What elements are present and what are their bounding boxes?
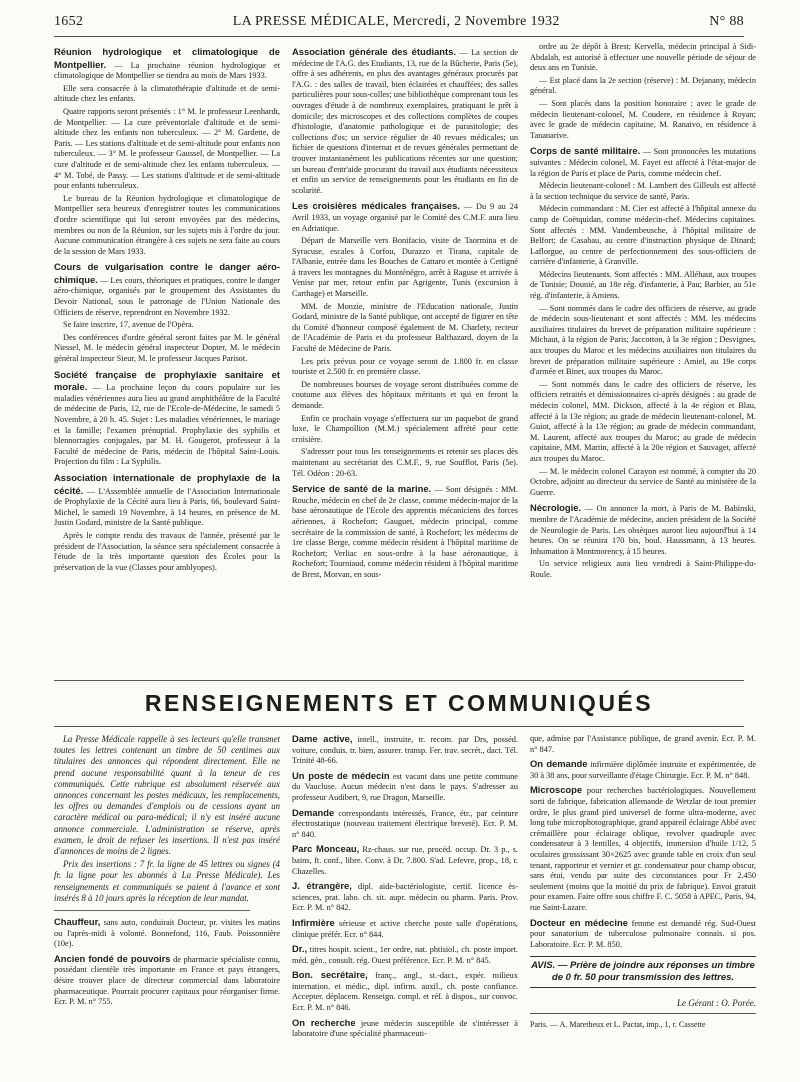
notice-paragraph: Prix des insertions : 7 fr. la ligne de 45 lettres ou signes (4 fr. la ligne pour les abonnés à La Presse Médicale). Les renseignements et communiqués se paient à l'avance et sont insérés 8 à 10 jours après la réception de leur mandat. <box>54 859 280 903</box>
ads-column-1 <box>54 734 280 1064</box>
classified-ad <box>292 881 518 914</box>
news-item-text: — La section de médecine de l'A.G. des Etudiants, 13, rue de la Bûcherie, Paris (5e), offre à ses adhérents, en plus des avantages généraux procurés par l'A.G. : des salles de travail, bien éclairées et chauffées; des salles particulières pour sous-colles; une bibliothèque comprenant tous les ouvrages d'étude à de nombreux exemplaires, pratiquant le prêt à domicile; des microscopes et des collections complètes de coupes d'histologie, d'anatomie pathologique et de parasitologie; des collections d'os; un service régulier de 40 revues médicales; un fichier de questions d'internat et de revues générales permettant de trouver instantanément les publications récentes sur une question; un bureau d'entr'aide procurant du travail aux étudiants nécessiteux et enfin un service de renseignements pour les étudiants en fin de scolarité. <box>292 48 518 195</box>
news-item-paragraph: Médecins lieutenants. Sont affectés : MM. Alléhaut, aux troupes de Tunisie; Dounié, au 18e rég. d'infanterie, à Pau; Barbier, au 51e rég. d'infanterie, à Amiens. <box>530 269 756 301</box>
classified-ad-title: Ancien fondé de pouvoirs <box>54 952 171 964</box>
news-heading <box>292 201 460 212</box>
classified-ad <box>530 759 756 781</box>
notice-box <box>54 734 280 904</box>
news-columns <box>54 42 756 674</box>
news-item-paragraph: Se faire inscrire, 17, avenue de l'Opéra. <box>63 320 194 330</box>
news-item-title: Corps de santé militaire. <box>530 145 641 157</box>
classified-ad-text: de pharmacie spécialiste connu, possédant clientèle très importante en France et pays étrangers, désire trouver place de directeur commercial dans laboratoire pharmaceutique. Pourrait procurer capitaux pour réorganiser firme. Ecr. P. M. n° 755. <box>54 954 280 1007</box>
ads-column-3 <box>530 734 756 1064</box>
news-item-title: Cours de vulgarisation contre le danger aéro-chimique. <box>54 261 280 285</box>
classified-ad-text: correspondants intéressés, France, étr., par ceinture électrostatique (nouveau traitement électrique breveté). Ecr. P. M. n° 840. <box>292 808 518 839</box>
news-item-paragraph: Après le compte rendu des travaux de l'année, présenté par le président de l'Association, la séance sera spécialement consacrée à l'étude de la très importante question des Écoles pour la préservation de la vue (Classes pour amblyopes). <box>54 530 280 572</box>
issue-date: Mercredi, 2 Novembre 1932 <box>392 14 560 29</box>
classified-ad <box>530 918 756 951</box>
classified-ad-title: J. étrangère, <box>292 880 352 892</box>
ads-column-2 <box>292 734 518 1064</box>
header-rule <box>54 36 744 37</box>
classified-ad <box>530 785 756 913</box>
news-item-paragraph: ordre au 2e dépôt à Brest; Kervella, médecin principal à Sidi-Abdalah, est autorisé à effectuer une nouvelle période de séjour de deux ans en Tunisie. <box>530 42 756 73</box>
news-item-paragraph: — Sont nommés dans le cadre des officiers de réserve, au grade de médecin sous-lieutenant et sont affectés : MM. les médecins auxiliaires titulaires du brevet de préparation militaire supérieure : Michaut, à la région de Paris; Jaccotton, à la 3e région ; Desvignes, aux troupes du Maroc et les médecins auxiliaires non titulaires du brevet de préparation militaire supérieure : Amiel, au 19e corps d'armée et Binet, aux troupes du Maroc. <box>530 303 756 377</box>
news-item-text: — Sont prononcées les mutations suivantes : Médecin colonel, M. Fayet est affecté à l'état-major de la région de Paris et place de Paris, comme médecin chef. <box>530 147 756 178</box>
classified-ad <box>292 944 518 966</box>
news-item-paragraph: Médecin commandant : M. Cier est affecté à l'hôpital annexe du camp de Coëtquidan, comme médecin-chef. Médecins capitaines. Sont affectés : MM. Vandembeusche, à l'hôpital militaire de Belfort; de Casabau, au centre d'instruction physique de Dinard; Laflorgue, au centre de perfectionnement des sous-officiers de carrière d'infanterie, à Granville. <box>530 204 756 267</box>
classified-ad-title: Chauffeur, <box>54 916 101 928</box>
news-heading <box>292 47 456 58</box>
classified-ad-text: franç., angl., st.-dact., expér. milieux internation. et médic., dipl. infirm. auxil., ch. poste confiance. Accepter. déplacem. Renseign. compl. et réf. à dispos., sur convoc. Ecr. P. M. n° 846. <box>292 971 518 1013</box>
classified-ad-title: Docteur en médecine <box>530 916 628 928</box>
section-rule-top <box>54 680 744 681</box>
news-item-text: — La prochaine réunion hydrologique et climatologique de Montpellier se tiendra au mois de Mars 1933. <box>54 60 280 81</box>
news-item-paragraph: Quatre rapports seront présentés : 1° M. le professeur Leenhardt, de Montpellier. — La cure préventoriale d'altitude et de semi-altitude chez les enfants non tuberculeux. — 2° M. Gardette, de Paris. — Les stations d'altitude et de semi-altitude pour enfants non tuberculeux. — 3° M. le professeur Gaussel, de Montpellier. — La cure d'altitude et de semi-altitude chez les enfants tuberculeux. — 4° M. Tobé, de Passy. — Les stations d'altitude et de semi-altitude pour enfants tuberculeux. <box>54 106 280 191</box>
news-item-paragraph: Les prix prévus pour ce voyage seront de 1.800 fr. en classe touriste et 2.500 fr. en première classe. <box>292 356 518 377</box>
classified-ad-title: Demande <box>292 806 335 818</box>
news-item <box>54 369 280 468</box>
section-rule-bottom <box>54 726 744 727</box>
classified-ad-title: Parc Monceau, <box>292 843 360 855</box>
classified-ad <box>292 808 518 841</box>
classified-ad-text: dipl. aide-bactériologiste, certif. licence ès-sciences, prat. labo. ch. sit. aupr. médecin ou pharm. Paris. Prov. Ecr. P. M. n° 842. <box>292 882 518 913</box>
news-item <box>54 472 280 529</box>
running-header <box>54 14 744 34</box>
classified-ad-title: Microscope <box>530 784 583 796</box>
issue-number: N° 88 <box>709 14 744 29</box>
classified-ad-title: Un poste de médecin <box>292 769 390 781</box>
classified-ad-paragraph: que, admise par l'Assistance publique, de grand avenir. Ecr. P. M. n° 847. <box>530 734 756 754</box>
news-item-paragraph: Elle sera consacrée à la climatothérapie d'altitude et de semi-altitude chez les enfants. <box>54 83 280 104</box>
journal-and-date <box>233 14 560 30</box>
news-item-title: Association générale des étudiants. <box>292 46 456 57</box>
news-item-paragraph: S'adresser pour tous les renseignements et retenir ses places dès maintenant au secrétariat des C.M.F., 9, rue Soufflot, Paris (5e). Tél. Odéon : 20-63. <box>292 447 518 478</box>
classified-ad-title: Dame active, <box>292 734 353 744</box>
news-item-paragraph: De nombreuses bourses de voyage seront distribuées comme de coutume aux élèves des hôpitaux méritants et qui en feront la demande. <box>292 379 518 410</box>
news-item <box>292 483 518 580</box>
classified-ad <box>292 970 518 1013</box>
journal-title: LA PRESSE MÉDICALE, <box>232 14 389 29</box>
page-number: 1652 <box>54 14 84 29</box>
news-heading <box>530 503 581 514</box>
classified-ad-text: jeune médecin susceptible de s'intéresser à laboratoire d'une spécialité pharmaceuti- <box>292 1018 518 1039</box>
classified-ad-text: intell., instruite, tr. recom. par Drs, posséd. voiture, conduis. tr. bien, assurer. transp. Fer. trav. secrét., dact. Tél. Trinité 48-66. <box>292 735 518 766</box>
classified-ad-title: On recherche <box>292 1016 356 1028</box>
classified-ad-text: sérieuse et active cherche poste salle d'opérations, clinique préfér. Ecr. n° 844. <box>292 918 518 939</box>
news-item-paragraph: Un service religieux aura lieu vendredi à Saint-Philippe-du-Roule. <box>530 559 756 579</box>
news-item-text: — Sont désignés : MM. Rouche, médecin en chef de 2e classe, comme médecin-major de la base aéronautique de l'Ecole des apprentis mécaniciens des forces aériennes, à Rochefort; Gauguet, médecin principal, comme secrétaire de la commission de santé, à Rochefort; les médecins de 1re classe Berge, comme médecin résident à l'hôpital maritime de Rochefort; Verliac en sous-ordre à la base aéronautique, à Rochefort; Tourniaud, comme médecin résident à l'hôpital maritime de Brest, Morvan, en sous- <box>292 485 518 579</box>
news-item-text: — L'Assemblée annuelle de l'Association Internationale de Prophylaxie de la Cécité aura lieu à Paris, 66, boulevard Saint-Michel, le samedi 19 Novembre, à 14 heures, en présence de M. Justin Godard, ministre de la Santé publique. <box>54 486 280 528</box>
gerant-line: Le Gérant : O. Porée. <box>530 998 756 1014</box>
news-heading <box>292 484 431 495</box>
classified-ad <box>54 954 280 1008</box>
news-item-paragraph: Départ de Marseille vers Bonifacio, visite de Taormina et de Syracuse, escales à Corfou, Durazzo et Tirana, capitale de l'Albanie, entrée dans les Bouches de Cattaro et montée à Cettigné à travers les montagnes du Monténégro, arrêt à Raguse et arrivée à Venise par mer, retour enfin par Agrigente, Tunis (excursion à Carthage) et Marseille. <box>292 236 518 299</box>
news-item-title: Service de santé de la marine. <box>292 483 432 495</box>
news-item-text: — Les cours, théoriques et pratiques, contre le danger aéro-chimique, organisés par le groupement des Assistantes du Devoir National, sous le patronage de l'Union Nationale des Officiers de réserve, reprendront en Novembre 1932. <box>54 275 280 317</box>
news-item-title: Les croisières médicales françaises. <box>292 200 460 212</box>
classified-ad-text: femme est demandé rég. Sud-Ouest pour sanatorium de tuberculose pulmonaire connais. si pos. Laboratoire. Ecr. P. M. 850. <box>530 918 756 949</box>
news-item-title: Nécrologie. <box>530 502 582 514</box>
news-item-text: — On annonce la mort, à Paris de M. Babinski, membre de l'Académie de médecine, ancien président de la Société de Neurologie de Paris. Les obsèques auront lieu aujourd'hui à 14 heures. On se réunira 170 bis, boul. Haussmann, à 13 heures. Inhumation à Montmorency, à 15 heures. <box>530 504 756 556</box>
news-item-paragraph: Médecin lieutenant-colonel : M. Lambert des Gilleuls est affecté à la section technique du service de santé, Paris. <box>530 181 756 201</box>
classified-ad-text: titres hospit. scient., 1er ordre, nat. phtisiol., ch. poste import. méd. gén., consult. rég. Ouest préférence. Ecr. P. M. n° 845. <box>292 945 518 965</box>
notice-rule <box>54 910 250 911</box>
classified-ad-text: pour recherches bactériologiques. Nouvellement sorti de fabrique, fabrication allemande de Wetzlar de tout premier ordre, le plus grand pied universel de forme ultra-moderne, avec long tube microphotographique, grand appareil éclairage Abbé avec crémaillère pour éclairage oblique, revolver quadruple avec condensateur à 3 lentilles, 4 objectifs, immersion d'huile 1/12, 5 oculaires grossissant 30×2625 avec grande table en croix d'un seul tenant, rapporteur et vernier et gr. condensateur pour champ obscur, sans étui, vendu par suite des circonstances pour Fr 2.450 seulement (moins que la moitié du prix de fabrique). Envoi gratuit pour examen. Faire offre sous chiffre F. C. 5058 à APEC, Paris, 94, rue Saint-Lazare. <box>530 786 756 912</box>
news-item <box>292 46 518 196</box>
news-column-3 <box>530 42 756 674</box>
classified-ad <box>54 917 280 950</box>
classified-ad-title: On demande <box>530 758 588 770</box>
classified-ad-text: est vacant dans une petite commune du Vaucluse. Aucun médecin n'est dans le pays. S'adresser au professeur Audibert, 9, rue Dragon, Marseille. <box>292 771 518 802</box>
classified-ad-text: infirmière diplômée instruite et expérimentée, de 30 à 38 ans, pour surveillante d'étage Chirurgie. Ecr. P. M. n° 848. <box>530 760 756 780</box>
news-item-title: Association internationale de prophylaxie de la cécité. <box>54 471 280 496</box>
news-item-paragraph: — Sont nommés dans le cadre des officiers de réserve, les officiers retraités et démissionnaires ci-après désignés : au grade de médecin colonel, MM. Dickson, affecté à la 4e région et Blau, affecté à la 13e région; au grade de médecin lieutenant-colonel, M. Guiot, affecté à la 13e région; au grade de médecin commandant, M. Laurent, affecté aux troupes du Maroc; au grade de médecin capitaine, MM. Martin, affecté à la 20e région et Sauvaget, affecté aux troupes du Maroc. <box>530 379 756 463</box>
news-item-paragraph: MM. de Monzie, ministre de l'Education nationale, Justin Godard, ministre de la Santé publique, ont accepté de figurer en tête du Comité d'honneur composé également de M. Charlety, recteur de l'Académie de Paris et du professeur Balthazard, doyen de la Faculté de Médecine de Paris. <box>292 301 519 354</box>
news-item <box>530 145 756 179</box>
notice-paragraph: La Presse Médicale rappelle à ses lecteurs qu'elle transmet toutes les lettres contenant un timbre de 50 centimes aux titulaires des annonces qui répondent directement. Elle ne prend aucune responsabilité quant à la teneur de ces communiqués. Cette rubrique est absolument réservée aux annonces concernant les postes médicaux, les remplacements, les offres ou demandes d'emplois ou de cessions ayant un caractère médical ou para-médical; il n'y est inséré aucune annonce commerciale. L'administration se réserve, après examen, le droit de refuser les insertions. Il n'est pas inséré d'annonces de moins de 2 lignes. <box>54 734 280 857</box>
section-title: RENSEIGNEMENTS ET COMMUNIQUÉS <box>144 690 654 716</box>
news-item-paragraph: Enfin ce prochain voyage s'effectuera sur un paquebot de grand luxe, le Champollion (M.M.) spécialement affrété pour cette croisière. <box>292 413 518 444</box>
classified-ad-text: Rz-chaus. sur rue, procéd. occup. Dr. 3 p., s. bains, ft. conf., libre. Conv. à Dr. 7.800. S'ad. Lefevre, prop., 18, r. Chazelles. <box>292 845 518 876</box>
classified-ad-title: Dr., <box>292 943 308 955</box>
news-item-text: — Du 9 au 24 Avril 1933, un voyage organisé par le Comité des C.M.F. aura lieu en Adriatique. <box>292 202 518 233</box>
classified-ad <box>292 734 518 767</box>
news-item-paragraph: — M. le médecin colonel Carayon est nommé, à compter du 20 Octobre, adjoint au directeur du service de Santé au ministère de la Guerre. <box>530 466 756 497</box>
classified-ad <box>292 771 518 804</box>
news-item-paragraph: Des conférences d'ordre général seront faites par M. le général Niessel, M. le médecin général inspecteur Dopter, M. le médecin général inspecteur Sieur, M. le professeur Jacques Parisot. <box>54 332 280 364</box>
news-item-title: Réunion hydrologique et climatologique de Montpellier. <box>54 46 280 70</box>
printer-line: Paris. — A. Maretheux et L. Pactat, imp., 1, r. Cassette <box>530 1019 706 1029</box>
ads-list-3 <box>530 734 756 950</box>
news-item-paragraph: — Est placé dans la 2e section (réserve) : M. Dejanany, médecin général. <box>530 75 756 96</box>
ads-list-1 <box>54 917 280 1008</box>
classified-ad <box>292 844 518 877</box>
ads-columns <box>54 734 756 1064</box>
news-item-paragraph: Le bureau de la Réunion hydrologique et climatologique de Montpellier sera heureux d'enregistrer toutes les communications d'ordre scientifique qui lui seront envoyées par des médecins, membres ou non de la Réunion, sur les sujets mis à l'ordre du jour. Aucune communication étrangère à ces sujets ne sera faite au cours de la session de Mars 1933. <box>54 193 280 256</box>
classified-ad-title: Infirmière <box>292 916 335 928</box>
classified-ad-title: Bon. secrétaire, <box>292 969 368 981</box>
avis-box: AVIS. — Prière de joindre aux réponses un timbre de 0 fr. 50 pour transmission des lettres. <box>530 956 756 988</box>
classified-ad-text: sans auto, conduirait Docteur, pr. visites les matins ou l'après-midi à volonté. Bonnefond, 116, Faub. Poissonnière (10e). <box>54 918 280 949</box>
news-item <box>54 46 280 82</box>
news-item <box>54 261 280 318</box>
classified-ad <box>292 918 518 940</box>
news-item-paragraph: — Sont placés dans la position honoraire : avec le grade de médecin lieutenant-colonel, M. Coudere, en résidence à Royan; avec le grade de médecin capitaine, M. Ranaivo, en résidence à Tananarive. <box>530 98 756 140</box>
classified-ad <box>292 1018 518 1040</box>
news-item <box>292 200 518 234</box>
news-column-2 <box>292 42 518 674</box>
news-item-text: — La prochaine leçon du cours populaire sur les maladies vénériennes aura lieu au grand amphithéâtre de la Faculté de médecine de Paris, 12, rue de l'Ecole-de-Médecine, le samedi 5 Novembre, à 20 h. 45. Sujet : Les maladies vénériennes, le mariage et la famille; l'examen prénuptial. Prophylaxie des syphilis et blennorragies conjugales, par M. H. Gougerot, professeur à la Faculté de médecine de Paris, médecin de l'hôpital Saint-Louis. Projection du film : La Syphilis. <box>54 383 280 467</box>
news-column-1 <box>54 42 280 674</box>
news-item <box>530 502 756 557</box>
news-item-title: Société française de prophylaxie sanitaire et morale. <box>54 368 280 393</box>
news-heading <box>530 146 640 157</box>
